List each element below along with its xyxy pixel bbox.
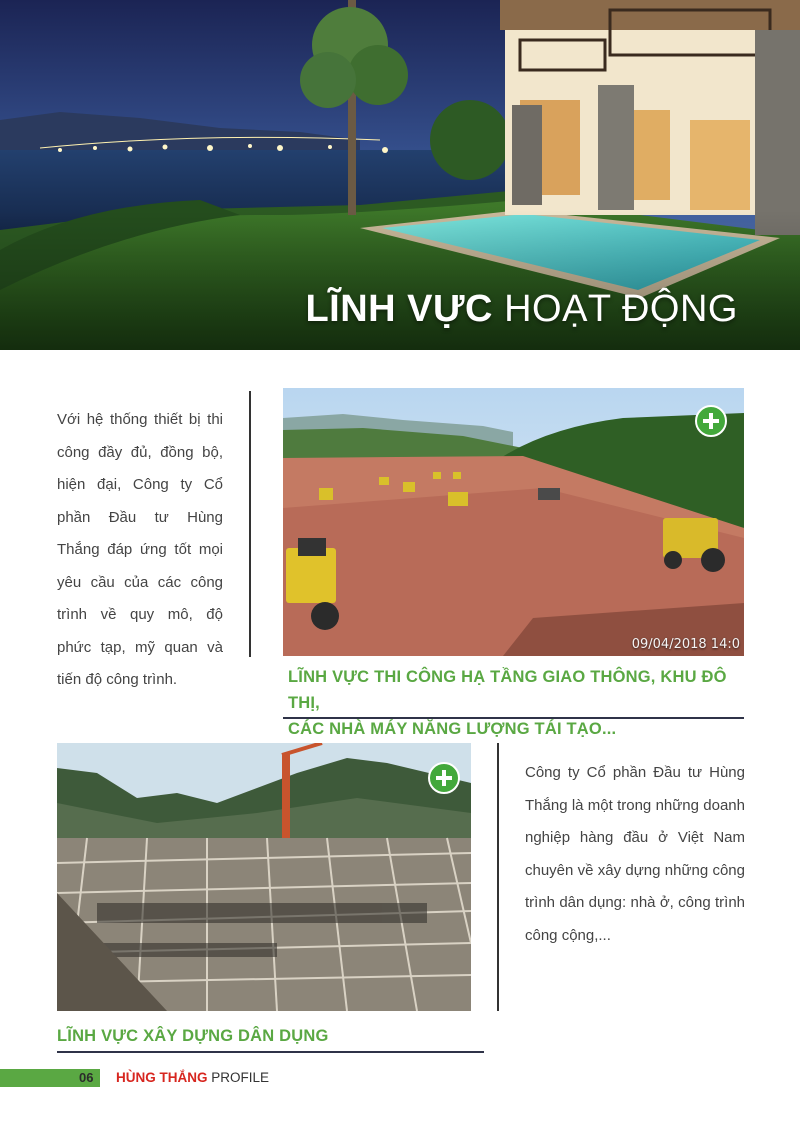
infrastructure-caption bbox=[288, 664, 758, 742]
civil-construction-description: Công ty Cổ phần Đầu tư Hùng Thắng là một trong những doanh nghiệp hàng đầu ở Việt Nam chuyên về xây dựng những công trình dân dụng: nhà ở, công trình công cộng,... bbox=[525, 764, 745, 944]
photo-timestamp: 09/04/2018 14:0 bbox=[631, 637, 740, 652]
section2-rule bbox=[57, 1051, 484, 1053]
road-construction-image bbox=[283, 388, 744, 656]
hero-banner bbox=[0, 0, 800, 350]
brand-name: HÙNG THẮNG bbox=[116, 1070, 208, 1085]
footer-brand bbox=[116, 1069, 269, 1087]
infrastructure-description: Với hệ thống thiết bị thi công đầy đủ, đồng bộ, hiện đại, Công ty Cổ phần Đầu tư Hùng Thắng đáp ứng tốt mọi yêu cầu của các công trình về quy mô, độ phức tạp, mỹ quan và tiến độ công trình. bbox=[57, 411, 223, 688]
page-title-bold: LĨNH VỰC bbox=[305, 288, 493, 330]
section2-divider bbox=[497, 743, 499, 1011]
page-title bbox=[305, 288, 738, 331]
infrastructure-photo bbox=[283, 388, 744, 656]
infrastructure-caption-line2: CÁC NHÀ MÁY NĂNG LƯỢNG TÁI TẠO... bbox=[288, 720, 617, 738]
building-site-image bbox=[57, 743, 471, 1011]
expand-civil-construction-icon[interactable] bbox=[428, 762, 460, 794]
page-number: 06 bbox=[79, 1070, 94, 1085]
page-title-light: HOẠT ĐỘNG bbox=[504, 288, 738, 330]
infrastructure-caption-line1: LĨNH VỰC THI CÔNG HẠ TẦNG GIAO THÔNG, KHU ĐÔ THỊ, bbox=[288, 668, 727, 712]
civil-construction-caption: LĨNH VỰC XÂY DỰNG DÂN DỤNG bbox=[57, 1027, 329, 1045]
expand-infrastructure-icon[interactable] bbox=[695, 405, 727, 437]
section1-divider bbox=[249, 391, 251, 657]
civil-construction-photo bbox=[57, 743, 471, 1011]
section1-rule bbox=[283, 717, 744, 719]
brand-suffix: PROFILE bbox=[211, 1070, 270, 1085]
